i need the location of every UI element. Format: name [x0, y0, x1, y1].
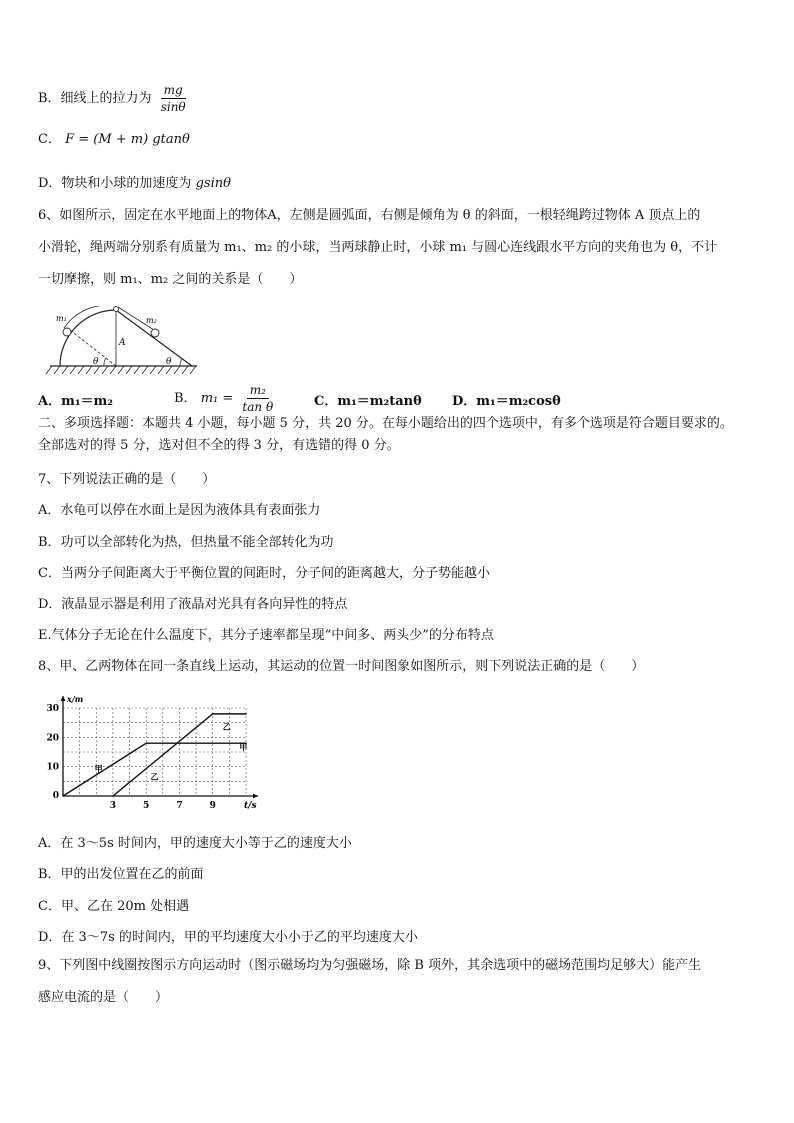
q5-option-b-fraction: [158, 82, 189, 115]
q8-position-time-chart: [36, 690, 266, 820]
label-theta-right: θ: [166, 357, 172, 367]
q9-stem-line-1: 9、下列图中线圈按图示方向运动时（图示磁场均为匀强磁场，除 B 项外，其余选项中的磁场范围均足够大）能产生: [38, 958, 702, 973]
q7-option-c: C．当两分子间距离大于平衡位置的间距时，分子间的距离越大，分子势能越小: [38, 566, 490, 581]
q5-option-c-label: C．: [38, 132, 61, 147]
q6-stem: [38, 200, 760, 296]
y-axis-arrow-icon: [61, 696, 66, 701]
q6-option-b-numerator: m₂: [247, 382, 269, 399]
q8-option-a: A．在 3～5s 时间内，甲的速度大小等于乙的速度大小: [38, 836, 352, 851]
q9-stem: [38, 950, 760, 1014]
data-point: [212, 713, 214, 715]
arc-surface: [60, 310, 116, 366]
q7-option-d: D．液晶显示器是利用了液晶对光具有各向异性的特点: [38, 597, 348, 612]
data-point: [245, 713, 247, 715]
x-axis-arrow-icon: [253, 794, 258, 799]
section-2-line-2: 全部选对的得 5 分，选对但不全的得 3 分，有选错的得 0 分。: [38, 438, 400, 453]
q6-option-b-label: B．: [174, 391, 197, 406]
q6-option-a: A．m₁＝m₂: [38, 394, 113, 409]
series-line-jia: [63, 743, 246, 796]
q5-option-b-numerator: mg: [161, 82, 186, 99]
q6-stem-line-3: 一切摩擦，则 m₁、m₂ 之间的关系是（ ）: [38, 272, 303, 287]
q6-figure: [42, 306, 207, 378]
q8-option-b: B．甲的出发位置在乙的前面: [38, 867, 204, 882]
ball-m2: [151, 329, 159, 337]
data-point: [145, 742, 147, 744]
q6-option-b-denominator: tan θ: [242, 400, 274, 414]
q8-option-d: D．在 3～7s 的时间内，甲的平均速度大小小于乙的平均速度大小: [38, 930, 418, 945]
q7-option-a: A．水龟可以停在水面上是因为液体具有表面张力: [38, 503, 321, 518]
x-tick-label: 3: [109, 801, 117, 811]
y-axis-label: x/m: [67, 694, 84, 704]
q7-option-b: B．功可以全部转化为热，但热量不能全部转化为功: [38, 535, 334, 550]
q5-option-c-formula: F = (M + m) gtanθ: [65, 132, 190, 147]
series-label-jia-end: 甲: [239, 742, 248, 753]
q7-stem: 7、下列说法正确的是（ ）: [38, 472, 216, 487]
data-point: [62, 795, 64, 797]
q5-option-b: [38, 82, 191, 115]
q8-stem: 8、甲、乙两物体在同一条直线上运动，其运动的位置一时间图象如图所示，则下列说法正确的是（ ）: [38, 659, 645, 674]
label-theta-left: θ: [93, 357, 99, 367]
q5-option-d: [38, 172, 231, 191]
q8-option-c: C．甲、乙在 20m 处相遇: [38, 899, 190, 914]
section-2-line-1: 二、多项选择题：本题共 4 小题，每小题 5 分，共 20 分。在每小题给出的四个选项中，有多个选项是符合题目要求的。: [38, 416, 733, 431]
section-2-instructions: [38, 413, 760, 457]
label-m1: m₁: [56, 314, 67, 323]
ground-hatch: [46, 366, 197, 374]
q5-option-b-denominator: sinθ: [160, 100, 186, 114]
q6-stem-line-2: 小滑轮，绳两端分别系有质量为 m₁、m₂ 的小球，当两球静止时，小球 m₁ 与圆心连线跟水平方向的夹角也为 θ，不计: [38, 240, 718, 255]
q6-option-b-fraction: [239, 382, 276, 415]
q5-option-d-formula: gsinθ: [195, 176, 231, 191]
label-a: A: [119, 338, 126, 348]
y-tick-label: 10: [46, 762, 59, 773]
y-tick-label: 30: [46, 704, 59, 714]
q6-option-b: [174, 382, 278, 415]
q6-option-d: D．m₁＝m₂cosθ: [452, 394, 561, 409]
x-axis-label: t/s: [244, 801, 257, 811]
ball-m1: [63, 328, 71, 336]
series-label-yi-end: 乙: [222, 721, 231, 732]
angle-arc-right: [180, 359, 182, 366]
x-tick-label: 7: [176, 801, 183, 811]
q5-option-d-text: D．物块和小球的加速度为: [38, 176, 192, 191]
q6-stem-line-1: 6、如图所示，固定在水平地面上的物体A，左侧是圆弧面，右侧是倾角为 θ 的斜面，一根轻绳跨过物体 A 顶点上的: [38, 208, 701, 223]
y-tick-label: 0: [52, 791, 59, 801]
label-m2: m₂: [146, 316, 157, 325]
y-tick-label: 20: [46, 733, 59, 744]
q6-option-c: C．m₁＝m₂tanθ: [314, 394, 422, 409]
angle-arc-left: [104, 358, 106, 366]
q5-option-b-text: B．细线上的拉力为: [38, 91, 152, 106]
q9-stem-line-2: 感应电流的是（ ）: [38, 990, 169, 1005]
x-tick-label: 5: [143, 801, 150, 811]
x-tick-label: 9: [209, 801, 216, 811]
q6-option-b-lhs: m₁ =: [200, 391, 234, 406]
q7-option-e: E.气体分子无论在什么温度下，其分子速率都呈现“中间多、两头少”的分布特点: [38, 628, 494, 643]
series-label-yi: 乙: [150, 771, 159, 782]
rope-over-arc: [64, 306, 116, 328]
data-point: [112, 795, 114, 797]
q5-option-c: [38, 128, 190, 147]
series-label-jia: 甲: [94, 763, 103, 774]
pulley-icon: [114, 307, 119, 312]
